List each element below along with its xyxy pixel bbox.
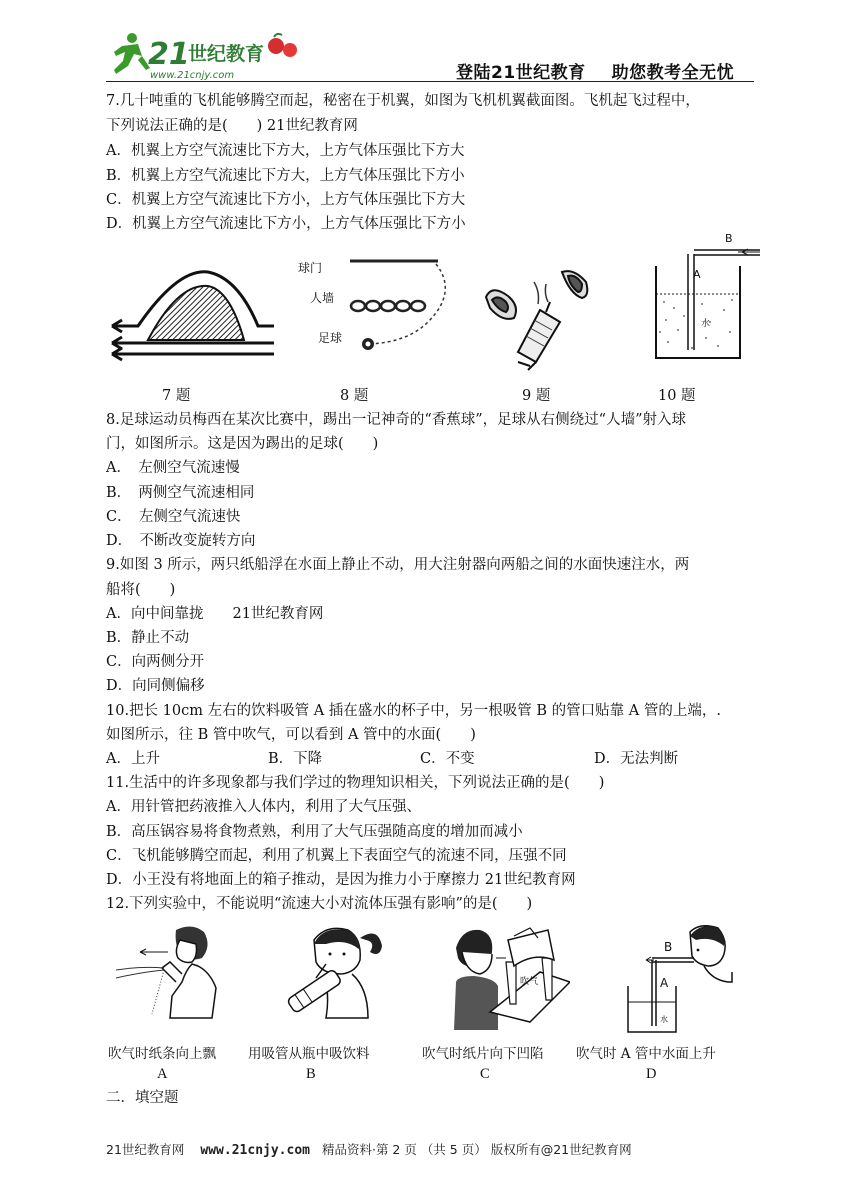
q10-stem-line1: 10.把长 10cm 左右的饮料吸管 A 插在盛水的杯子中，另一根吸管 B 的管口贴靠 A 管的上端，.	[106, 703, 721, 719]
q8-option-b: B． 两侧空气流速相同	[106, 485, 255, 501]
fig9-boats-syringe	[478, 262, 608, 372]
svg-text:21: 21	[148, 37, 190, 72]
fig12c-blow-label: 吹气	[520, 977, 539, 987]
slogan-left: 登陆21世纪教育	[456, 63, 586, 83]
q9-option-d: D．向同侧偏移	[106, 678, 205, 694]
fig12a-paper-strip	[112, 922, 232, 1034]
q7-stem-line1: 7.几十吨重的飞机能够腾空而起，秘密在于机翼，如图为飞机机翼截面图。飞机起飞过程中，	[106, 93, 700, 109]
fig7-wing-diagram	[108, 268, 278, 368]
slogan-right: 助您教考全无忧	[611, 63, 735, 83]
fig12d-caption: 吹气时 A 管中水面上升	[576, 1046, 716, 1062]
fig12b-letter: B	[306, 1066, 316, 1082]
q10-option-a: A．上升	[106, 751, 160, 767]
q10-option-c: C．不变	[420, 751, 475, 767]
logo-text: 世纪教育	[188, 43, 265, 65]
footer-left: 21世纪教育网	[106, 1142, 185, 1157]
fig12d-label-b: B	[664, 940, 673, 954]
q9-option-b: B．静止不动	[106, 630, 190, 646]
q9-stem-line1: 9.如图 3 所示，两只纸船浮在水面上静止不动，用大注射器向两船之间的水面快速注水，两	[106, 557, 690, 573]
q8-stem-line2: 门，如图所示。这是因为踢出的足球( )	[106, 436, 379, 452]
logo-url: www.21cnjy.com	[150, 70, 235, 81]
q7-stem-line2: 下列说法正确的是( ) 21世纪教育网	[106, 118, 358, 134]
q7-option-a: A．机翼上方空气流速比下方大，上方气体压强比下方大	[106, 143, 465, 159]
fig12c-letter: C	[480, 1066, 490, 1082]
fig10-label-water: 水	[701, 319, 711, 329]
footer-site-link[interactable]: www.21cnjy.com	[200, 1143, 310, 1158]
fig12a-letter: A	[157, 1066, 168, 1082]
fig10-caption: 10 题	[658, 388, 696, 404]
fig12d-label-a: A	[660, 976, 669, 990]
fig12d-letter: D	[646, 1066, 657, 1082]
q10-option-d: D．无法判断	[594, 751, 679, 767]
fig8-banana-kick	[298, 252, 468, 362]
q10-option-b: B．下降	[268, 751, 323, 767]
header-divider	[106, 81, 754, 82]
fig7-caption: 7 题	[162, 388, 191, 404]
header-slogan	[456, 58, 734, 83]
fig10-label-b: B	[725, 232, 733, 245]
q11-option-a: A．用针管把药液推入人体内，利用了大气压强、	[106, 799, 421, 815]
q9-option-a: A．向中间靠拢 21世纪教育网	[106, 606, 324, 622]
q11-stem: 11.生活中的许多现象都与我们学过的物理知识相关，下列说法正确的是( )	[106, 775, 605, 791]
q11-option-c: C．飞机能够腾空而起，利用了机翼上下表面空气的流速不同，压强不同	[106, 848, 567, 864]
fig8-goal-label: 球门	[298, 261, 323, 275]
fig8-wall-label: 人墙	[310, 291, 335, 305]
q9-option-c: C．向两侧分开	[106, 654, 205, 670]
q7-option-c: C．机翼上方空气流速比下方小，上方气体压强比下方大	[106, 192, 466, 208]
fig12d-straws-cup	[620, 922, 740, 1034]
section-fill-in-heading: 二．填空题	[106, 1090, 179, 1106]
q8-option-a: A． 左侧空气流速慢	[106, 460, 240, 476]
fig9-caption: 9 题	[522, 388, 551, 404]
footer-right: 精品资料·第 2 页 （共 5 页） 版权所有@21世纪教育网	[321, 1142, 632, 1157]
fig10-straws-cup	[648, 228, 768, 368]
q12-stem: 12.下列实验中，不能说明“流速大小对流体压强有影响”的是( )	[106, 896, 533, 912]
fig12c-paper-dent	[450, 922, 570, 1032]
q9-stem-line2: 船将( )	[106, 582, 176, 598]
q11-option-d: D．小王没有将地面上的箱子推动，是因为推力小于摩擦力 21世纪教育网	[106, 872, 576, 888]
fig12b-caption: 用吸管从瓶中吸饮料	[248, 1046, 370, 1062]
q10-options	[106, 749, 754, 769]
fig8-ball-label: 足球	[318, 331, 343, 345]
fig10-label-a: A	[693, 268, 701, 281]
q7-option-d: D．机翼上方空气流速比下方小，上方气体压强比下方小	[106, 216, 466, 232]
fig12c-caption: 吹气时纸片向下凹陷	[422, 1046, 544, 1062]
q8-option-c: C． 左侧空气流速快	[106, 509, 241, 525]
fig12b-straw-drink	[286, 918, 396, 1030]
site-logo[interactable]	[108, 30, 308, 82]
page-footer	[106, 1140, 632, 1158]
fig12a-caption: 吹气时纸条向上飘	[108, 1046, 216, 1062]
fig12d-label-water: 水	[660, 1015, 668, 1024]
q11-option-b: B．高压锅容易将食物煮熟，利用了大气压强随高度的增加而减小	[106, 824, 523, 840]
q7-option-b: B．机翼上方空气流速比下方大，上方气体压强比下方小	[106, 168, 465, 184]
q8-option-d: D． 不断改变旋转方向	[106, 533, 256, 549]
q10-stem-line2: 如图所示，往 B 管中吹气，可以看到 A 管中的水面( )	[106, 727, 476, 743]
fig8-caption: 8 题	[340, 388, 369, 404]
q8-stem-line1: 8.足球运动员梅西在某次比赛中，踢出一记神奇的“香蕉球”，足球从右侧绕过“人墙”射入球	[106, 412, 686, 428]
